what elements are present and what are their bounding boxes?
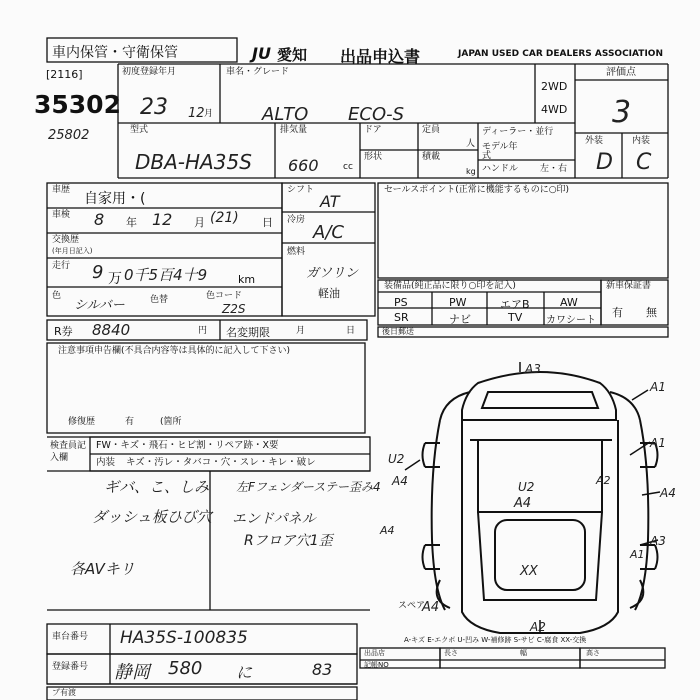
repair-history-value: 有 (125, 417, 135, 427)
form-title: 出品申込書 (340, 47, 421, 66)
model-name: ALTO (262, 104, 309, 125)
exterior-label: 外装 (585, 136, 604, 146)
storage-label: 車内保管・守衛保管 (52, 45, 178, 61)
chassis-value: HA35S-100835 (120, 628, 248, 648)
usage-value: 自家用・( (84, 191, 146, 207)
mark-a4-roof: A4 (514, 496, 532, 511)
equipment-airbag: エアB (500, 298, 530, 311)
inspection-day: (21) (210, 210, 239, 226)
lot-bracket-code: [2116] (46, 68, 83, 81)
mark-u2-left: U2 (388, 452, 405, 466)
replaced-label: 交換歴 (52, 235, 80, 245)
first-registration-year: 23 (140, 95, 168, 120)
shift-label: シフト (287, 185, 315, 195)
mark-a4-left: A4 (392, 474, 408, 488)
mark-a1-right-top: A1 (650, 380, 666, 394)
odometer-rest: 0千5百4十9 (124, 266, 208, 284)
registration-label: 登録番号 (52, 662, 89, 672)
equipment-sr: SR (394, 311, 409, 324)
month-unit: 月 (204, 109, 214, 119)
sales-point-label: セールスポイント(正常に機能するものに○印) (384, 185, 570, 195)
note-3: 各AVキリ (70, 560, 135, 578)
mark-a4-right: A4 (660, 486, 676, 500)
evaluation-label: 評価点 (606, 67, 636, 78)
mark-a2-rear: A2 (530, 620, 546, 634)
inspection-month-unit: 月 (194, 216, 205, 229)
note-4: 左Fフェンダーステー歪み4 (236, 480, 381, 494)
color-change-label: 色替 (150, 295, 169, 305)
model-grade: ECO-S (348, 104, 405, 125)
recycle-month: 月 (296, 326, 306, 336)
post-entry-label: 後日郵送 (382, 327, 414, 336)
length-label: 長さ (444, 649, 458, 657)
note-5: エンドパネル (232, 511, 316, 527)
width-label: 幅 (520, 649, 527, 657)
load-label: 積載 (422, 152, 441, 162)
handle-options: 左・右 (540, 164, 568, 174)
equipment-aw: AW (560, 296, 578, 309)
fuel-value: ガソリン (306, 266, 359, 281)
mileage-change-label: 名変期限 (226, 326, 270, 339)
chassis-label: 車台番号 (52, 632, 89, 642)
ju-logo: JU (252, 44, 271, 63)
car-diagram (405, 362, 660, 633)
recycle-value: 8840 (92, 321, 131, 339)
interior-label: 内装 (632, 136, 651, 146)
mark-a2-side: A2 (596, 474, 611, 487)
remarks-label: 注意事項申告欄(不具合内容等は具体的に記入して下さい) (58, 346, 291, 356)
drive-4wd: 4WD (541, 103, 568, 116)
first-registration-month: 12 (188, 106, 205, 121)
interior-grade: C (636, 150, 652, 175)
displacement-value: 660 (288, 156, 319, 175)
mark-a3-top: A3 (525, 362, 541, 376)
damage-legend: A-キズ E-エクボ U-凹み W-補修跡 S-サビ C-腐食 XX-交換 (404, 636, 587, 644)
odometer-unit: km (238, 273, 256, 286)
displacement-unit: cc (343, 162, 353, 172)
color-code-label: 色コード (206, 291, 243, 301)
note-2: ダッシュ板ひび穴 (92, 508, 212, 526)
inspection-year-unit: 年 (126, 216, 137, 229)
handle-label: ハンドル (482, 164, 519, 174)
fuel-label: 燃料 (287, 247, 306, 257)
seller-label: 出品店 (364, 649, 385, 657)
type-value: DBA-HA35S (135, 150, 252, 174)
registration-class: 580 (168, 658, 203, 679)
color-value: シルバー (74, 298, 125, 313)
mark-a1-right: A1 (650, 436, 666, 450)
first-registration-label: 初度登録年月 (122, 67, 177, 77)
load-unit: kg (466, 167, 476, 176)
footer-small: プ有渡 (52, 688, 76, 697)
note-1: ギバ、こ、しみ (104, 478, 210, 496)
lot-number: 35302 (34, 90, 121, 119)
inspection-month: 12 (152, 210, 173, 229)
ledger-no-label: 記帳NO (364, 661, 389, 669)
inspector-interior-line: キズ・汚レ・タバコ・穴・スレ・キレ・破レ (126, 457, 316, 468)
model-year-label: モデル年式 (482, 142, 518, 161)
usage-label: 車歴 (52, 185, 71, 195)
association-name: JAPAN USED CAR DEALERS ASSOCIATION (458, 49, 663, 59)
repair-history-label: 修復歴 (68, 417, 96, 427)
registration-number: 83 (312, 660, 333, 679)
spare-label: スペア (398, 601, 426, 611)
mark-xx-trunk: XX (520, 564, 538, 579)
odometer-label: 走行 (52, 261, 71, 271)
mark-a4-spare: A4 (422, 600, 440, 615)
doors-label: ドア (364, 125, 382, 135)
org-name: 愛知 (277, 46, 308, 64)
height-label: 高さ (586, 649, 600, 657)
shift-value: AT (320, 192, 340, 211)
shape-label: 形状 (364, 152, 383, 162)
registration-area: 静岡 (114, 662, 150, 683)
warranty-no: 無 (646, 306, 657, 319)
color-label: 色 (52, 291, 62, 301)
dealer-label: ディーラー・並行 (482, 127, 554, 137)
equipment-ps: PS (394, 296, 408, 309)
inspection-year: 8 (94, 210, 105, 229)
note-6: Rフロア穴1歪 (244, 533, 333, 549)
warranty-yes: 有 (612, 306, 623, 319)
inspector-fw-line: FW・キズ・飛石・ヒビ割・リペア跡・X要 (96, 440, 279, 451)
registration-kana: に (236, 663, 253, 682)
inspector-interior-prefix: 内装 (96, 457, 116, 468)
equipment-navi: ナビ (449, 313, 471, 326)
repair-location-label: (箇所 (160, 417, 182, 427)
warranty-label: 新車保証書 (606, 281, 652, 291)
drive-2wd: 2WD (541, 80, 568, 93)
model-label: 車名・グレード (226, 67, 290, 77)
equipment-leather: カワシート (546, 315, 596, 326)
fuel-alt: 軽油 (318, 287, 340, 300)
equipment-label: 装備品(純正品に限り○印を記入) (384, 281, 516, 291)
capacity-label: 定員 (422, 125, 441, 135)
note-7: A4 (380, 524, 395, 537)
recycle-label: R券 (54, 325, 73, 338)
equipment-tv: TV (508, 311, 523, 324)
replaced-sub: (年月日記入) (52, 247, 93, 255)
lot-handwritten-code: 25802 (48, 128, 90, 143)
mark-u2-roof: U2 (518, 480, 535, 494)
mark-a1-rear: A1 (630, 548, 645, 561)
color-code: Z2S (222, 302, 246, 316)
equipment-pw: PW (449, 296, 467, 309)
evaluation-score: 3 (612, 95, 632, 130)
recycle-unit: 円 (198, 326, 208, 336)
recycle-day: 日 (346, 326, 356, 336)
capacity-unit: 人 (466, 139, 476, 149)
ac-label: 冷房 (287, 215, 306, 225)
type-label: 型式 (130, 125, 149, 135)
inspector-label: 検査員記入欄 (50, 441, 87, 463)
exterior-grade: D (596, 150, 613, 175)
inspection-label: 車検 (52, 210, 71, 220)
odometer-man-unit: 万 (108, 271, 122, 287)
ac-value: A/C (313, 222, 344, 243)
inspection-day-unit: 日 (262, 216, 273, 229)
mark-a3-right-rear: A3 (650, 534, 666, 548)
odometer-man: 9 (92, 262, 104, 283)
displacement-label: 排気量 (280, 125, 308, 135)
